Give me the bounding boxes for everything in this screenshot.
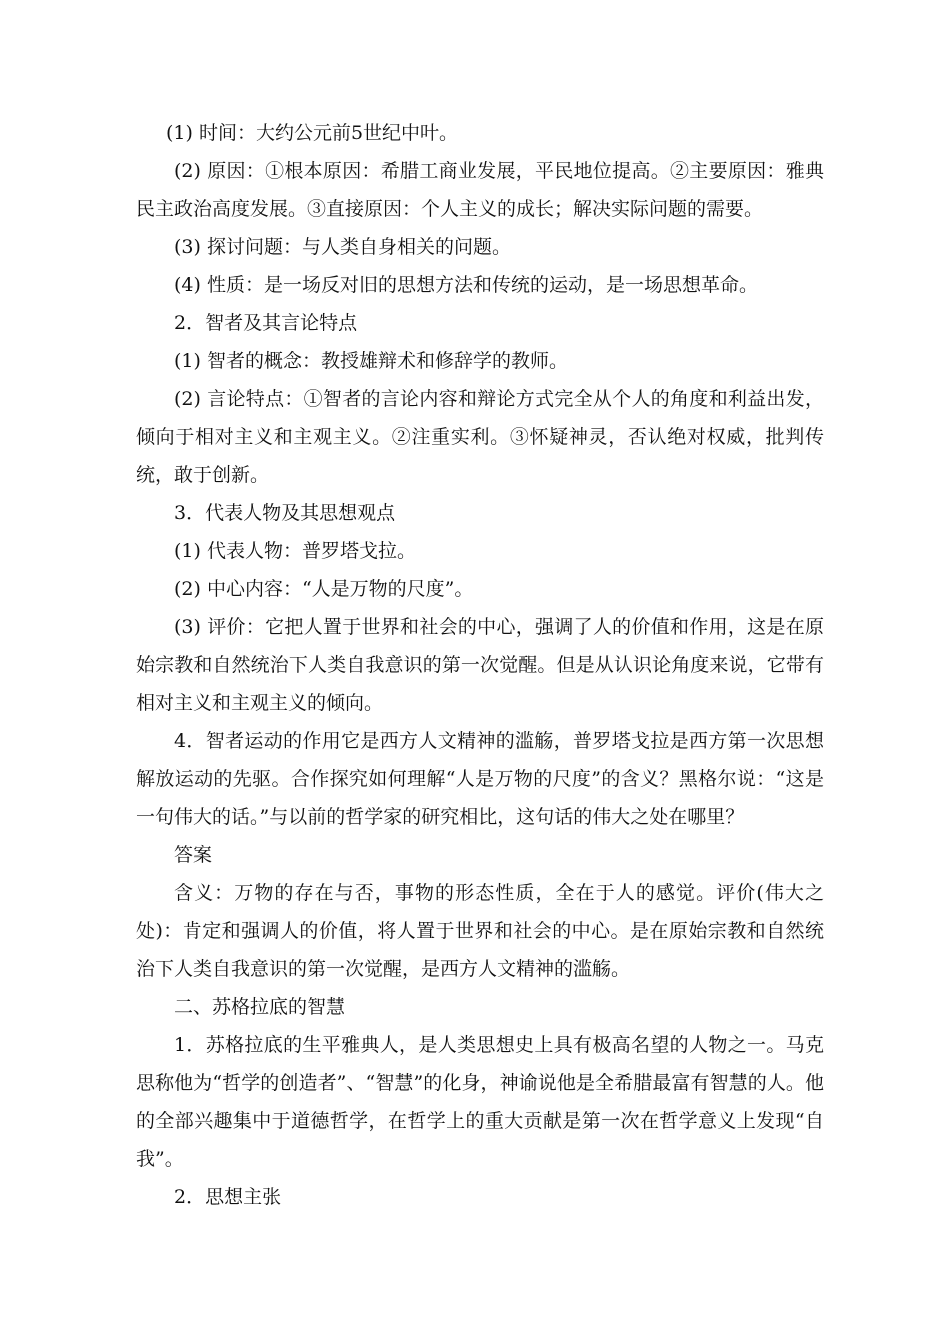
section-heading-socrates: 二、苏格拉底的智慧 [174,996,346,1018]
paragraph-evaluation: (3) 评价：它把人置于世界和社会的中心，强调了人的价值和作用，这是在原始宗教和自然统治下人类自我意识的第一次觉醒。但是从认识论角度来说，它带有相对主义和主观主义的倾向。 [136,616,824,714]
paragraph-representative: (1) 代表人物：普罗塔戈拉。 [174,540,416,562]
heading-sophists: 2．智者及其言论特点 [174,312,358,334]
paragraph-causes: (2) 原因：①根本原因：希腊工商业发展，平民地位提高。②主要原因：雅典民主政治高度发展。③直接原因：个人主义的成长；解决实际问题的需要。 [136,160,824,220]
paragraph-speech-features: (2) 言论特点：①智者的言论内容和辩论方式完全从个人的角度和利益出发，倾向于相对主义和主观主义。②注重实利。③怀疑神灵，否认绝对权威，批判传统，敢于创新。 [136,388,824,486]
paragraph-nature: (4) 性质：是一场反对旧的思想方法和传统的运动，是一场思想革命。 [174,274,758,296]
paragraph-time: (1) 时间：大约公元前5世纪中叶。 [166,122,459,144]
document-body [136,114,824,1216]
paragraph-central-idea: (2) 中心内容：“人是万物的尺度”。 [174,578,474,600]
paragraph-sophist-concept: (1) 智者的概念：教授雄辩术和修辞学的教师。 [174,350,568,372]
answer-label: 答案 [174,844,213,866]
heading-representatives: 3．代表人物及其思想观点 [174,502,396,524]
paragraph-socrates-life: 1．苏格拉底的生平雅典人，是人类思想史上具有极高名望的人物之一。马克思称他为“哲学的创造者”、“智慧”的化身，神谕说他是全希腊最富有智慧的人。他的全部兴趣集中于道德哲学，在哲学上的重大贡献是第一次在哲学意义上发现“自我”。 [136,1034,824,1170]
paragraph-role-and-question: 4．智者运动的作用它是西方人文精神的滥觞，普罗塔戈拉是西方第一次思想解放运动的先驱。合作探究如何理解“人是万物的尺度”的含义？黑格尔说：“这是一句伟大的话。”与以前的哲学家的研究相比，这句话的伟大之处在哪里？ [136,730,824,828]
paragraph-topic: (3) 探讨问题：与人类自身相关的问题。 [174,236,511,258]
paragraph-answer: 含义：万物的存在与否，事物的形态性质，全在于人的感觉。评价(伟大之处)：肯定和强调人的价值，将人置于世界和社会的中心。是在原始宗教和自然统治下人类自我意识的第一次觉醒，是西方人文精神的滥觞。 [136,882,824,980]
heading-ideas: 2．思想主张 [174,1186,282,1208]
